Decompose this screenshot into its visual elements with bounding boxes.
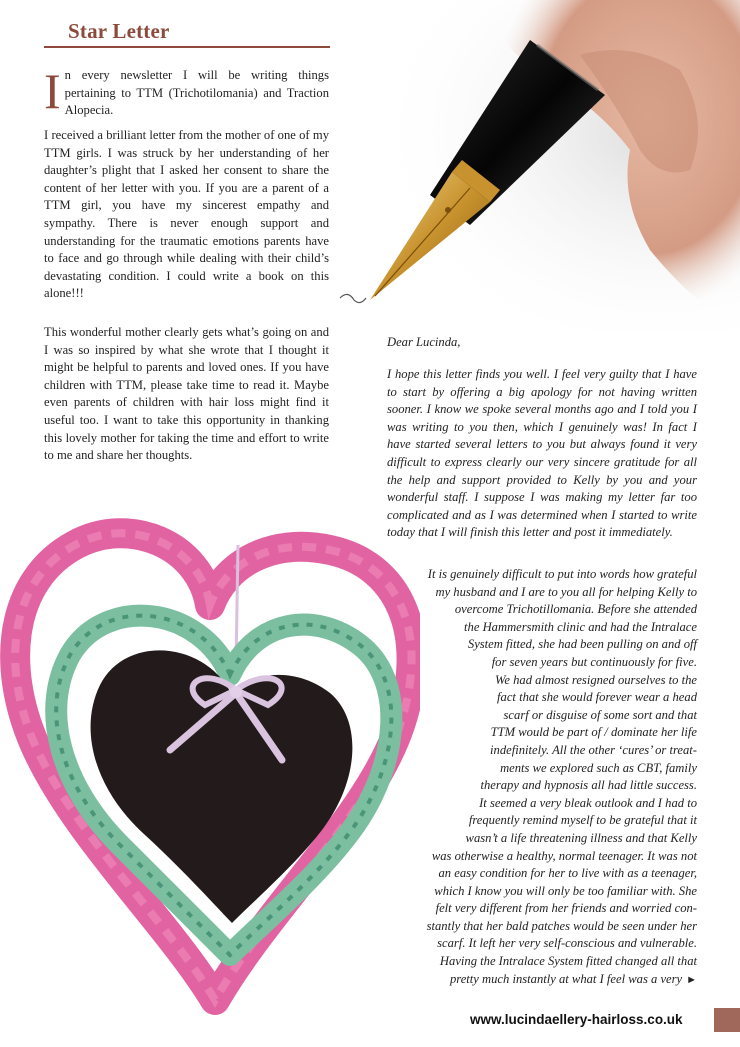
letter-line: It is genuinely difficult to put into words how grateful xyxy=(427,567,697,581)
intro-paragraph-1-text: n every newsletter I will be writing things pertaining to TTM (Trichotilomania) and Traction Alopecia. xyxy=(64,68,329,118)
wicker-heart-illustration xyxy=(0,505,420,1020)
letter-paragraph-1: I hope this letter finds you well. I feel very guilty that I have to start by offering a big apology for not having written sooner. I know we spoke several months ago and I told you I was writing to you then, which I genuinely was! In fact I have started several letters to you but always found it very difficult to express clearly our very sincere gratitude for all the help and support provided to Kelly by you and your wonderful staff. I suppose I was making my letter far too complicated and as I was determined when I started to write today that I will finish this letter and post it immediately. xyxy=(387,367,697,540)
letter-line: overcome Trichotillomania. Before she attended xyxy=(454,602,697,617)
letter-line: fact that she would forever wear a head xyxy=(497,690,697,705)
letter-line: an easy condition for her to live with as a teenager, xyxy=(438,866,697,881)
letter-line: frequently remind myself to be grateful that it xyxy=(468,813,697,828)
letter-line: We had almost resigned ourselves to the xyxy=(495,672,697,687)
letter-line: wasn’t a life threatening illness and that Kelly xyxy=(465,830,697,845)
letter-line-last xyxy=(387,971,697,990)
letter-salutation: Dear Lucinda, xyxy=(387,335,461,349)
letter-paragraph-2 xyxy=(387,566,697,989)
letter-line: therapy and hypnosis all had little success. xyxy=(480,778,697,793)
letter-line: stantly that her bald patches would be seen under her xyxy=(426,918,697,933)
letter-line: felt very different from her friends and worried con- xyxy=(435,901,697,916)
continue-arrow-icon: ► xyxy=(686,973,697,986)
letter-line: System fitted, she had been pulling on and off xyxy=(467,637,697,652)
intro-paragraph-1 xyxy=(44,63,329,120)
drop-cap: I xyxy=(44,63,61,119)
letter-line: indefinitely. All the other ‘cures’ or treat- xyxy=(490,742,697,757)
letter-line: scarf. It left her very self-conscious and vulnerable. xyxy=(437,936,697,951)
letter-line: the Hammersmith clinic and had the Intralace xyxy=(464,619,697,634)
page-title: Star Letter xyxy=(68,19,170,43)
letter-line-last-text: pretty much instantly at what I feel was a very xyxy=(449,971,683,986)
letter-line: my husband and I are to you all for helping Kelly to xyxy=(435,584,697,599)
letter-line: scarf or disguise of some sort and that xyxy=(503,707,697,722)
fountain-pen-illustration xyxy=(330,0,740,330)
letter-line: was otherwise a healthy, normal teenager. It was not xyxy=(431,848,697,863)
footer-color-block xyxy=(714,1008,740,1032)
letter-line: TTM would be part of / dominate her life xyxy=(490,725,697,740)
letter-line: for seven years but continuously for five. xyxy=(491,654,697,669)
title-divider xyxy=(44,46,330,48)
letter-line: It seemed a very bleak outlook and I had to xyxy=(479,795,697,810)
intro-paragraph-3: This wonderful mother clearly gets what’s going on and I was so inspired by what she wrote that I thought it might be helpful to parents and loved ones. If you have children with TTM, please take time to read it. Maybe even parents of children with hair loss might find it useful too. I want to take this opportunity in thanking this lovely mother for taking the time and effort to write to me and share her thoughts. xyxy=(44,325,329,463)
intro-paragraph-2: I received a brilliant letter from the mother of one of my TTM girls. I was struck by her understanding of her daughter’s plight that I asked her consent to share the content of her letter with you. If you are a parent of a TTM girl, you have my sincerest empathy and sympathy. There is never enough support and understanding for the traumatic emotions parents have to face and go through while dealing with their child’s devastating condition. I could write a book on this alone!!! xyxy=(44,128,329,301)
letter-line: which I know you will only be too familiar with. She xyxy=(434,883,697,898)
letter-line: Having the Intralace System fitted changed all that xyxy=(439,954,697,969)
letter-line: ments we explored such as CBT, family xyxy=(500,760,697,775)
website-url[interactable]: www.lucindaellery-hairloss.co.uk xyxy=(470,1012,683,1027)
